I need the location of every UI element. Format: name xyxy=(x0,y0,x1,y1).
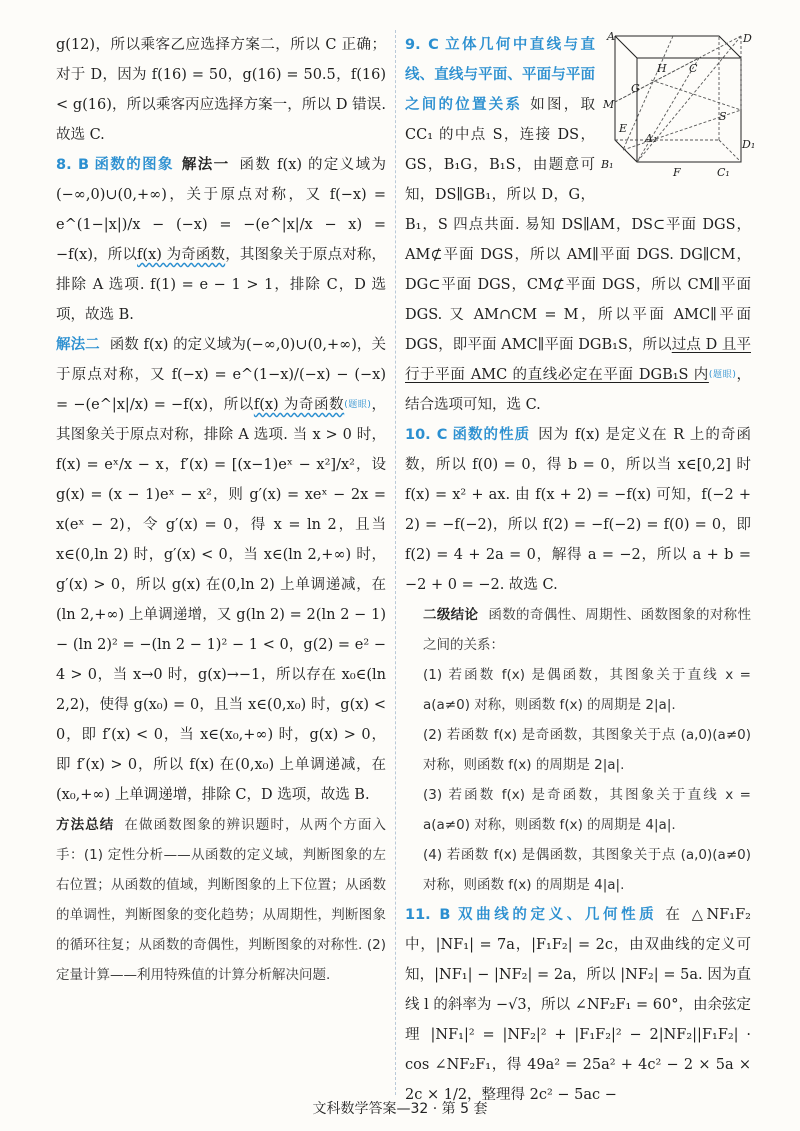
q11-text: 在 △NF₁F₂ 中，|NF₁| = 7a，|F₁F₂| = 2c，由双曲线的定义可知，|NF₁| − |NF₂| = 2a，所以 |NF₂| = 5a. 因为直线 l 的斜率为 −√3，所以 ∠NF₂F₁ = 60°，由余弦定理 |NF₁|² = |NF₂|² + |F₁F₂|² − 2|NF₂||F₁F₂| · cos ∠NF₂F₁，得 49a² = 25a² + 4c² − 2 × 5a × 2c × 1/2，整理得 2c² − 5ac − xyxy=(405,907,751,1103)
method-summary xyxy=(56,810,386,990)
q11 xyxy=(405,900,751,1110)
conclusion-title: 二级结论 xyxy=(423,607,479,623)
page-footer: 文科数学答案—32 · 第 5 套 xyxy=(312,1101,488,1117)
label-B1: B₁ xyxy=(601,158,614,171)
conclusion-intro xyxy=(423,600,751,660)
column-divider xyxy=(395,30,396,1095)
right-column xyxy=(405,30,756,1110)
q9-text-a: 如图，取 CC₁ 的中点 S，连接 DS，GS，B₁G，B₁S，由题意可知，DS∥GB₁，所以 D，G，B₁，S 四点共面. 易知 DS∥AM，DS⊂平面 DGS，AM⊄平面 DGS，所以 AM∥平面 DGS. DG∥CM，DG⊂平面 DGS，CM⊄平面 DGS，所以 CM∥平面 DGS. 又 AM∩CM = M，所以平面 AMC∥平面 DGS，即平面 AMC∥平面 DGB₁S，所以 xyxy=(405,97,751,353)
conclusion-item: (1) 若函数 f(x) 是偶函数，其图象关于直线 x = a(a≠0) 对称，则函数 f(x) 的周期是 2|a|. xyxy=(423,667,751,713)
label-C1: C₁ xyxy=(717,166,730,179)
q9-number: 9. C xyxy=(405,37,439,53)
q10 xyxy=(405,420,751,600)
label-S: S xyxy=(719,110,727,123)
q8-topic: 函数的图象 xyxy=(93,157,174,173)
cube-figure xyxy=(601,30,756,180)
q8-method1-text-a: 函数 f(x) 的定义域为(−∞,0)∪(0,+∞)，关于原点对称，又 f(−x) = e^(1−|x|)/x − (−x) = −(e^|x|/x − x) = −f(x)，所以 xyxy=(56,157,387,263)
q8-method1-label: 解法一 xyxy=(181,157,230,173)
conclusion-item: (4) 若函数 f(x) 是偶函数，其图象关于点 (a,0)(a≠0) 对称，则函数 f(x) 的周期是 4|a|. xyxy=(423,847,751,893)
cube-edge-front-top-left xyxy=(615,36,637,58)
q9-badge: (题眼) xyxy=(708,370,736,380)
method-summary-title: 方法总结 xyxy=(56,817,115,833)
label-F: F xyxy=(673,166,681,179)
q11-number: 11. B xyxy=(405,907,451,923)
label-C: C xyxy=(689,62,698,75)
q9-key: 过点 D 且平行于平面 AMC 的直线必定在平面 DGB₁S 内 xyxy=(405,337,751,383)
q8-method2-text-c: ，其图象关于原点对称，排除 A 选项. 当 x > 0 时，f(x) = eˣ/x − x，f′(x) = [(x−1)eˣ − x²]/x²，设 g(x) = (x − 1)eˣ − x²，则 g′(x) = xeˣ − 2x = x(eˣ − 2)，令 g′(x) = 0，得 x = ln 2，且当 x∈(0,ln 2) 时，g′(x) < 0，当 x∈(ln 2,+∞) 时，g′(x) > 0，所以 g(x) 在(0,ln 2) 上单调递减，在(ln 2,+∞) 上单调递增，又 g(ln 2) = 2(ln 2 − 1) − (ln 2)² = −(ln 2 − 1)² − 1 < 0，g(2) = e² − 4 > 0，当 x→0 时，g(x)→−1，所以存在 x₀∈(ln 2,2)，使得 g(x₀) = 0，且当 x∈(0,x₀) 时，g(x) < 0，即 f′(x) < 0，当 x∈(x₀,+∞) 时，g(x) > 0，即 f′(x) > 0，所以 f(x) 在(0,x₀) 上单调递减，在(x₀,+∞) 上单调递增，排除 C，D 选项，故选 B. xyxy=(56,397,387,803)
hidden-edge-diag xyxy=(719,140,741,162)
q10-number: 10. C xyxy=(405,427,448,443)
plane-line-8 xyxy=(651,80,741,110)
secondary-conclusion xyxy=(405,600,751,900)
label-D1: D₁ xyxy=(742,138,756,151)
label-A: A xyxy=(607,30,615,43)
conclusion-item: (3) 若函数 f(x) 是奇函数，其图象关于直线 x = a(a≠0) 对称，则函数 f(x) 的周期是 4|a|. xyxy=(423,787,751,833)
q10-text: 因为 f(x) 是定义在 R 上的奇函数，所以 f(0) = 0，得 b = 0，所以当 x∈[0,2] 时 f(x) = x² + ax. 由 f(x + 2) = −f(x) 可知，f(−2 + 2) = −f(−2)，所以 f(2) = −f(−2) = f(0) = 0，即 f(2) = 4 + 2a = 0，解得 a = −2，所以 a + b = −2 + 0 = −2. 故选 C. xyxy=(405,427,751,593)
q8-badge: (题眼) xyxy=(344,400,371,410)
q8-method1-key: f(x) 为奇函数 xyxy=(137,247,226,263)
q8-method2-text-a: 函数 f(x) 的定义域为(−∞,0)∪(0,+∞)，关于原点对称，又 f(−x) = e^(1−x)/(−x) − (−x) = −(e^|x|/x) = −f(x)，所以 xyxy=(56,337,386,413)
left-column xyxy=(56,30,386,990)
label-D: D xyxy=(743,32,752,45)
conclusion-item: (2) 若函数 f(x) 是奇函数，其图象关于点 (a,0)(a≠0) 对称，则函数 f(x) 的周期是 2|a|. xyxy=(423,727,751,773)
label-M: M xyxy=(603,98,615,111)
q10-topic: 函数的性质 xyxy=(451,427,531,443)
label-A1: A₁ xyxy=(645,132,658,145)
method-summary-text: 在做函数图象的辨识题时，从两个方面入手：(1) 定性分析——从函数的定义域，判断图象的左右位置；从函数的值域，判断图象的上下位置；从函数的单调性，判断图象的变化趋势；从周期性，判断图象的循环往复；从函数的奇偶性，判断图象的对称性. (2) 定量计算——利用特殊值的计算分析解决问题. xyxy=(56,817,387,983)
label-G: G xyxy=(631,82,640,95)
q8-method2-key: f(x) 为奇函数 xyxy=(253,397,345,413)
label-E: E xyxy=(619,122,628,135)
q7-continuation: g(12)，所以乘客乙应选择方案二，所以 C 正确；对于 D，因为 f(16) = 50，g(16) = 50.5，f(16) < g(16)，所以乘客丙应选择方案一，所以 D 错误. 故选 C. xyxy=(56,37,386,143)
q11-topic: 双曲线的定义、几何性质 xyxy=(454,907,658,923)
q8-method1-text-c: ，其图象关于原点对称，排除 A 选项. f(1) = e − 1 > 1，排除 C，D 选项，故选 B. xyxy=(56,247,387,323)
q8-method2-label: 解法二 xyxy=(56,337,100,353)
cube-diagram xyxy=(601,30,756,180)
q9-text-c: ，结合选项可知，选 C. xyxy=(405,367,751,413)
conclusion-intro-text: 函数的奇偶性、周期性、函数图象的对称性之间的关系： xyxy=(423,607,752,653)
q8-method2 xyxy=(56,330,386,810)
q9-topic: 立体几何中直线与直线、直线与平面、平面与平面之间的位置关系 xyxy=(405,37,596,113)
q8-number: 8. B xyxy=(56,157,90,173)
label-H: H xyxy=(657,62,667,75)
q8-method1 xyxy=(56,150,386,330)
